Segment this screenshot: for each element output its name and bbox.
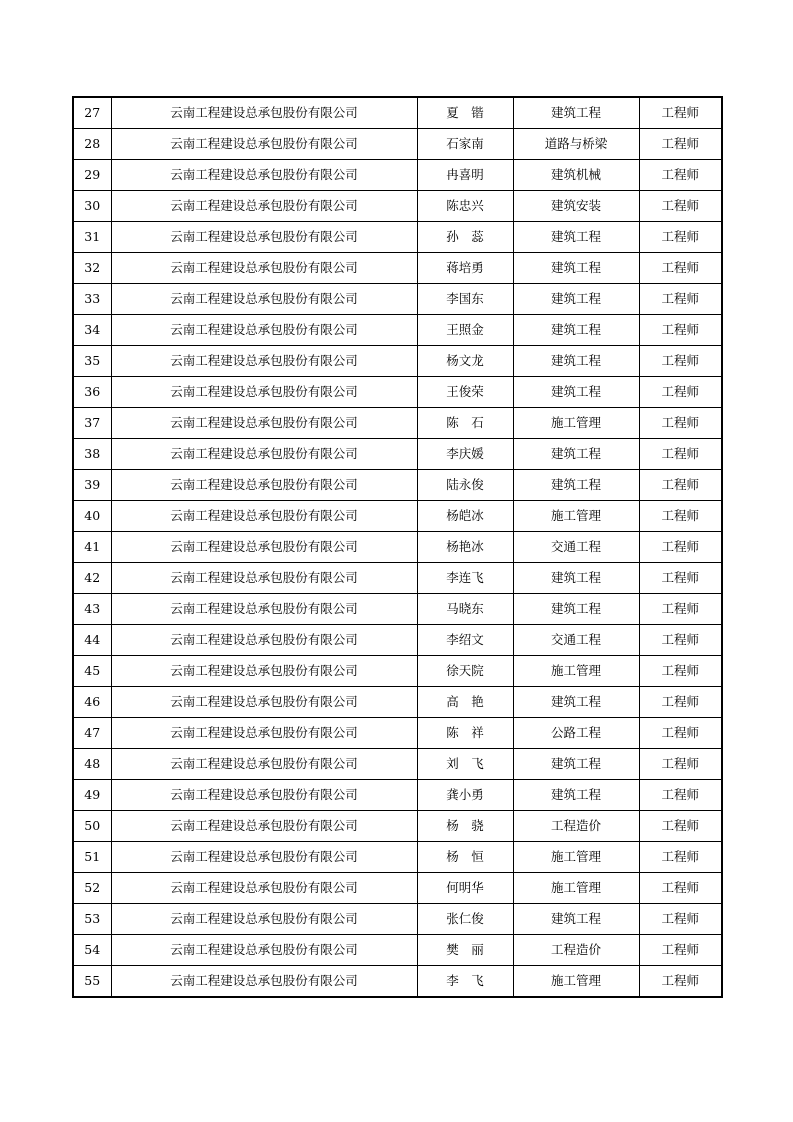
row-number-cell: 54: [73, 935, 111, 966]
professional-title-cell: 工程师: [639, 842, 722, 873]
specialty-cell: 施工管理: [513, 966, 639, 998]
row-number-cell: 47: [73, 718, 111, 749]
row-number-cell: 35: [73, 346, 111, 377]
specialty-cell: 建筑工程: [513, 222, 639, 253]
table-row: [73, 780, 722, 811]
row-number-cell: 55: [73, 966, 111, 998]
professional-title-cell: 工程师: [639, 470, 722, 501]
row-number-cell: 28: [73, 129, 111, 160]
table-row: [73, 315, 722, 346]
name-cell: 陈 祥: [417, 718, 513, 749]
professional-title-cell: 工程师: [639, 904, 722, 935]
specialty-cell: 建筑安装: [513, 191, 639, 222]
table-row: [73, 656, 722, 687]
company-cell: 云南工程建设总承包股份有限公司: [111, 129, 417, 160]
row-number-cell: 49: [73, 780, 111, 811]
professional-title-cell: 工程师: [639, 160, 722, 191]
row-number-cell: 42: [73, 563, 111, 594]
table-row: [73, 811, 722, 842]
name-cell: 高 艳: [417, 687, 513, 718]
professional-title-cell: 工程师: [639, 811, 722, 842]
row-number-cell: 45: [73, 656, 111, 687]
row-number-cell: 32: [73, 253, 111, 284]
name-cell: 徐天院: [417, 656, 513, 687]
table-row: [73, 532, 722, 563]
table-row: [73, 718, 722, 749]
company-cell: 云南工程建设总承包股份有限公司: [111, 284, 417, 315]
specialty-cell: 建筑工程: [513, 594, 639, 625]
professional-title-cell: 工程师: [639, 718, 722, 749]
specialty-cell: 建筑工程: [513, 284, 639, 315]
row-number-cell: 41: [73, 532, 111, 563]
company-cell: 云南工程建设总承包股份有限公司: [111, 966, 417, 998]
company-cell: 云南工程建设总承包股份有限公司: [111, 191, 417, 222]
company-cell: 云南工程建设总承包股份有限公司: [111, 97, 417, 129]
table-row: [73, 408, 722, 439]
name-cell: 陆永俊: [417, 470, 513, 501]
professional-title-cell: 工程师: [639, 129, 722, 160]
row-number-cell: 40: [73, 501, 111, 532]
row-number-cell: 52: [73, 873, 111, 904]
table-row: [73, 904, 722, 935]
company-cell: 云南工程建设总承包股份有限公司: [111, 904, 417, 935]
company-cell: 云南工程建设总承包股份有限公司: [111, 749, 417, 780]
table-row: [73, 470, 722, 501]
specialty-cell: 道路与桥梁: [513, 129, 639, 160]
table-row: [73, 687, 722, 718]
engineer-roster-table: [72, 96, 723, 998]
row-number-cell: 44: [73, 625, 111, 656]
table-row: [73, 222, 722, 253]
row-number-cell: 31: [73, 222, 111, 253]
professional-title-cell: 工程师: [639, 780, 722, 811]
company-cell: 云南工程建设总承包股份有限公司: [111, 439, 417, 470]
table-row: [73, 873, 722, 904]
specialty-cell: 施工管理: [513, 842, 639, 873]
company-cell: 云南工程建设总承包股份有限公司: [111, 563, 417, 594]
name-cell: 李绍文: [417, 625, 513, 656]
company-cell: 云南工程建设总承包股份有限公司: [111, 873, 417, 904]
name-cell: 李 飞: [417, 966, 513, 998]
table-row: [73, 284, 722, 315]
specialty-cell: 交通工程: [513, 625, 639, 656]
company-cell: 云南工程建设总承包股份有限公司: [111, 501, 417, 532]
name-cell: 孙 蕊: [417, 222, 513, 253]
professional-title-cell: 工程师: [639, 656, 722, 687]
company-cell: 云南工程建设总承包股份有限公司: [111, 377, 417, 408]
name-cell: 杨皑冰: [417, 501, 513, 532]
table-row: [73, 346, 722, 377]
professional-title-cell: 工程师: [639, 532, 722, 563]
professional-title-cell: 工程师: [639, 966, 722, 998]
professional-title-cell: 工程师: [639, 687, 722, 718]
professional-title-cell: 工程师: [639, 222, 722, 253]
name-cell: 樊 丽: [417, 935, 513, 966]
table-row: [73, 191, 722, 222]
row-number-cell: 36: [73, 377, 111, 408]
row-number-cell: 30: [73, 191, 111, 222]
company-cell: 云南工程建设总承包股份有限公司: [111, 656, 417, 687]
company-cell: 云南工程建设总承包股份有限公司: [111, 625, 417, 656]
name-cell: 杨文龙: [417, 346, 513, 377]
row-number-cell: 43: [73, 594, 111, 625]
name-cell: 杨 恒: [417, 842, 513, 873]
company-cell: 云南工程建设总承包股份有限公司: [111, 315, 417, 346]
specialty-cell: 建筑工程: [513, 687, 639, 718]
specialty-cell: 建筑工程: [513, 563, 639, 594]
professional-title-cell: 工程师: [639, 284, 722, 315]
table-row: [73, 129, 722, 160]
professional-title-cell: 工程师: [639, 315, 722, 346]
name-cell: 何明华: [417, 873, 513, 904]
company-cell: 云南工程建设总承包股份有限公司: [111, 842, 417, 873]
name-cell: 蒋培勇: [417, 253, 513, 284]
specialty-cell: 建筑工程: [513, 904, 639, 935]
company-cell: 云南工程建设总承包股份有限公司: [111, 687, 417, 718]
professional-title-cell: 工程师: [639, 563, 722, 594]
name-cell: 杨 骁: [417, 811, 513, 842]
professional-title-cell: 工程师: [639, 501, 722, 532]
specialty-cell: 建筑工程: [513, 315, 639, 346]
specialty-cell: 建筑工程: [513, 749, 639, 780]
name-cell: 陈忠兴: [417, 191, 513, 222]
company-cell: 云南工程建设总承包股份有限公司: [111, 780, 417, 811]
specialty-cell: 公路工程: [513, 718, 639, 749]
name-cell: 李连飞: [417, 563, 513, 594]
name-cell: 王俊荣: [417, 377, 513, 408]
company-cell: 云南工程建设总承包股份有限公司: [111, 346, 417, 377]
table-row: [73, 439, 722, 470]
name-cell: 石家南: [417, 129, 513, 160]
row-number-cell: 50: [73, 811, 111, 842]
row-number-cell: 37: [73, 408, 111, 439]
company-cell: 云南工程建设总承包股份有限公司: [111, 470, 417, 501]
row-number-cell: 29: [73, 160, 111, 191]
specialty-cell: 工程造价: [513, 811, 639, 842]
specialty-cell: 建筑工程: [513, 346, 639, 377]
professional-title-cell: 工程师: [639, 935, 722, 966]
specialty-cell: 建筑工程: [513, 253, 639, 284]
specialty-cell: 交通工程: [513, 532, 639, 563]
row-number-cell: 46: [73, 687, 111, 718]
table-row: [73, 935, 722, 966]
specialty-cell: 施工管理: [513, 873, 639, 904]
document-page: [72, 96, 721, 998]
specialty-cell: 建筑机械: [513, 160, 639, 191]
name-cell: 龚小勇: [417, 780, 513, 811]
specialty-cell: 建筑工程: [513, 470, 639, 501]
specialty-cell: 施工管理: [513, 408, 639, 439]
row-number-cell: 33: [73, 284, 111, 315]
specialty-cell: 施工管理: [513, 501, 639, 532]
name-cell: 陈 石: [417, 408, 513, 439]
company-cell: 云南工程建设总承包股份有限公司: [111, 253, 417, 284]
row-number-cell: 38: [73, 439, 111, 470]
name-cell: 冉喜明: [417, 160, 513, 191]
professional-title-cell: 工程师: [639, 749, 722, 780]
professional-title-cell: 工程师: [639, 346, 722, 377]
table-row: [73, 563, 722, 594]
specialty-cell: 建筑工程: [513, 780, 639, 811]
table-row: [73, 625, 722, 656]
table-row: [73, 97, 722, 129]
specialty-cell: 建筑工程: [513, 97, 639, 129]
name-cell: 李庆媛: [417, 439, 513, 470]
professional-title-cell: 工程师: [639, 191, 722, 222]
table-row: [73, 253, 722, 284]
specialty-cell: 建筑工程: [513, 377, 639, 408]
professional-title-cell: 工程师: [639, 408, 722, 439]
professional-title-cell: 工程师: [639, 253, 722, 284]
professional-title-cell: 工程师: [639, 625, 722, 656]
professional-title-cell: 工程师: [639, 439, 722, 470]
row-number-cell: 27: [73, 97, 111, 129]
name-cell: 李国东: [417, 284, 513, 315]
table-row: [73, 377, 722, 408]
table-row: [73, 501, 722, 532]
row-number-cell: 34: [73, 315, 111, 346]
company-cell: 云南工程建设总承包股份有限公司: [111, 811, 417, 842]
specialty-cell: 建筑工程: [513, 439, 639, 470]
specialty-cell: 施工管理: [513, 656, 639, 687]
company-cell: 云南工程建设总承包股份有限公司: [111, 222, 417, 253]
company-cell: 云南工程建设总承包股份有限公司: [111, 594, 417, 625]
table-row: [73, 966, 722, 998]
name-cell: 张仁俊: [417, 904, 513, 935]
table-row: [73, 160, 722, 191]
row-number-cell: 48: [73, 749, 111, 780]
company-cell: 云南工程建设总承包股份有限公司: [111, 718, 417, 749]
table-row: [73, 594, 722, 625]
company-cell: 云南工程建设总承包股份有限公司: [111, 408, 417, 439]
name-cell: 王照金: [417, 315, 513, 346]
name-cell: 杨艳冰: [417, 532, 513, 563]
row-number-cell: 53: [73, 904, 111, 935]
specialty-cell: 工程造价: [513, 935, 639, 966]
professional-title-cell: 工程师: [639, 97, 722, 129]
table-row: [73, 749, 722, 780]
professional-title-cell: 工程师: [639, 594, 722, 625]
professional-title-cell: 工程师: [639, 377, 722, 408]
row-number-cell: 51: [73, 842, 111, 873]
name-cell: 刘 飞: [417, 749, 513, 780]
table-row: [73, 842, 722, 873]
company-cell: 云南工程建设总承包股份有限公司: [111, 160, 417, 191]
company-cell: 云南工程建设总承包股份有限公司: [111, 935, 417, 966]
roster-table-body: [73, 97, 722, 997]
name-cell: 夏 锴: [417, 97, 513, 129]
name-cell: 马晓东: [417, 594, 513, 625]
company-cell: 云南工程建设总承包股份有限公司: [111, 532, 417, 563]
professional-title-cell: 工程师: [639, 873, 722, 904]
row-number-cell: 39: [73, 470, 111, 501]
